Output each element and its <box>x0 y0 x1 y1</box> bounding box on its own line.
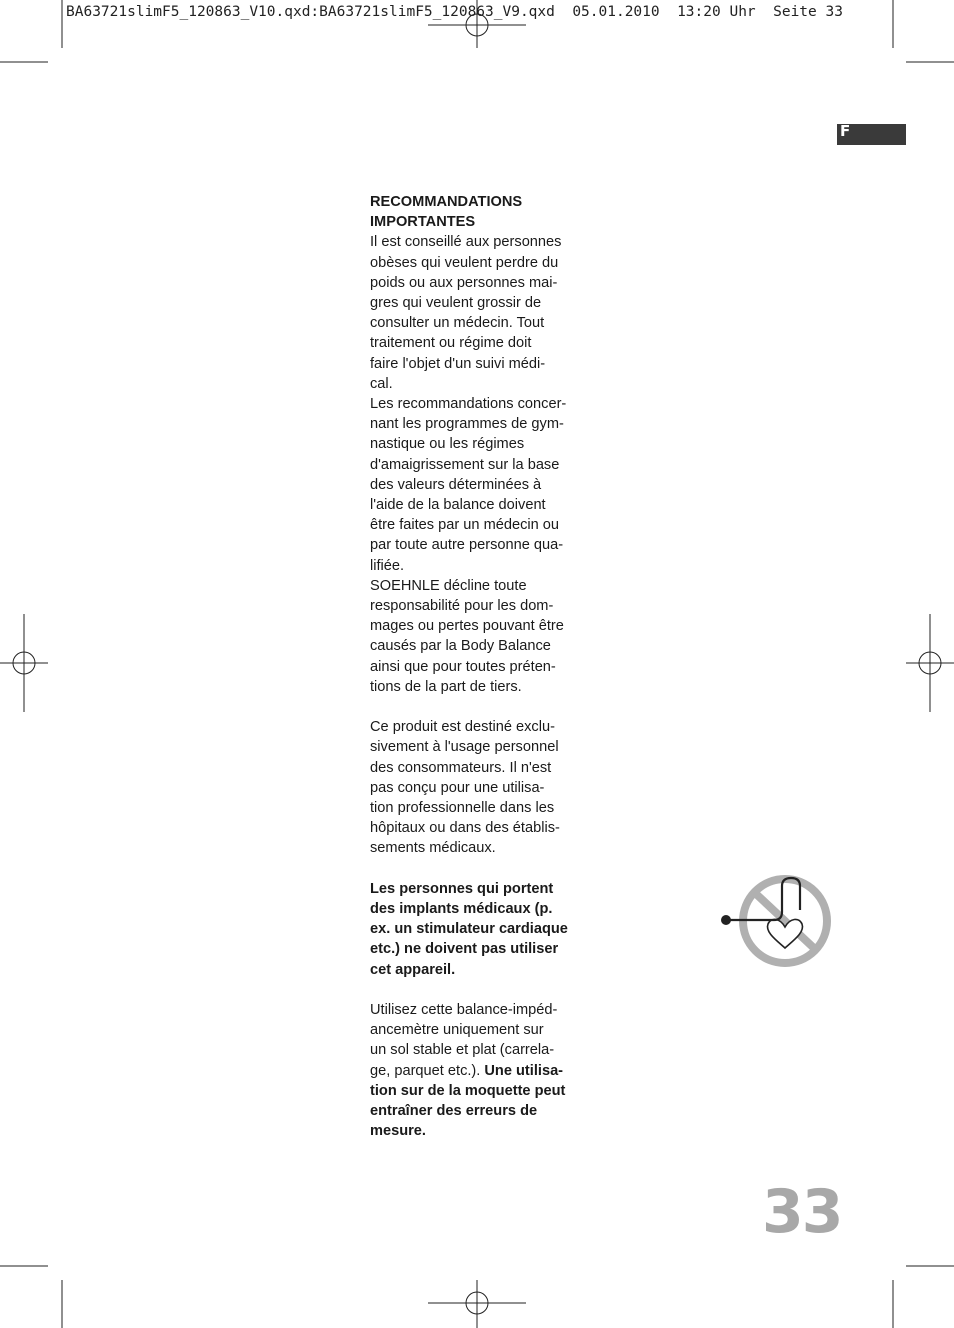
text-line: Ce produit est destiné exclu- <box>370 719 555 736</box>
warning-line: etc.) ne doivent pas utiliser <box>370 941 559 958</box>
text-line: hôpitaux ou dans des établis- <box>370 820 560 837</box>
paragraph-personal-use <box>370 717 590 858</box>
text-line: poids ou aux personnes mai- <box>370 274 558 291</box>
text-line: faire l'objet d'un suivi médi- <box>370 355 546 372</box>
text-line: Il est conseillé aux personnes <box>370 234 562 251</box>
no-pacemaker-icon <box>716 872 840 976</box>
text-line: nastique ou les régimes <box>370 436 525 453</box>
warning-line: Les personnes qui portent <box>370 880 554 897</box>
text-line: ainsi que pour toutes préten- <box>370 658 556 675</box>
heading-line: RECOMMANDATIONS <box>370 194 523 210</box>
text-line: d'amaigrissement sur la base <box>370 456 560 473</box>
text-line: être faites par un médecin ou <box>370 517 560 534</box>
slug-line: BA63721slimF5_120863_V10.qxd:BA63721slimF5_120863_V9.qxd 05.01.2010 13:20 Uhr Seite 33 <box>66 4 843 20</box>
paragraph-obesity <box>370 232 590 394</box>
main-text <box>370 192 590 1142</box>
text-line: cal. <box>370 375 393 392</box>
text-line: causés par la Body Balance <box>370 638 551 655</box>
text-line: sivement à l'usage personnel <box>370 739 559 756</box>
warning-implants <box>370 879 590 980</box>
language-tab: F <box>837 124 906 145</box>
bold-fragment: Une utilisa- <box>484 1062 564 1079</box>
text-line: par toute autre personne qua- <box>370 537 564 554</box>
text-line: Les recommandations concer- <box>370 396 567 413</box>
text-line: sements médicaux. <box>370 840 496 857</box>
text-line: nant les programmes de gym- <box>370 416 564 433</box>
text-line: obèses qui veulent perdre du <box>370 254 559 271</box>
paragraph-floor <box>370 1000 590 1141</box>
paragraph-liability <box>370 576 590 697</box>
text-line: gres qui veulent grossir de <box>370 295 542 312</box>
text-line: SOEHNLE décline toute <box>370 577 527 594</box>
text-line: l'aide de la balance doivent <box>370 497 546 514</box>
paragraph-recommendations <box>370 394 590 576</box>
text-line: mages ou pertes pouvant être <box>370 618 564 635</box>
warning-line: cet appareil. <box>370 961 456 978</box>
heading <box>370 192 590 232</box>
page-number: 33 <box>762 1177 842 1247</box>
bold-line: tion sur de la moquette peut <box>370 1082 566 1099</box>
spacer <box>370 697 590 717</box>
text-line: ancemètre uniquement sur <box>370 1022 544 1039</box>
warning-line: ex. un stimulateur cardiaque <box>370 921 568 938</box>
text-line: des consommateurs. Il n'est <box>370 759 552 776</box>
heading-line: IMPORTANTES <box>370 214 476 231</box>
bold-line: entraîner des erreurs de <box>370 1103 538 1120</box>
text-line: tion professionnelle dans les <box>370 800 555 817</box>
text-fragment: ge, parquet etc.). <box>370 1062 485 1079</box>
text-line: pas conçu pour une utilisa- <box>370 779 545 796</box>
warning-line: des implants médicaux (p. <box>370 901 553 918</box>
text-line: des valeurs déterminées à <box>370 476 542 493</box>
text-line: un sol stable et plat (carrela- <box>370 1042 555 1059</box>
spacer <box>370 859 590 879</box>
text-line: Utilisez cette balance-impéd- <box>370 1002 558 1019</box>
text-line: tions de la part de tiers. <box>370 678 522 695</box>
text-line: consulter un médecin. Tout <box>370 315 545 332</box>
text-line: lifiée. <box>370 557 405 574</box>
bold-line: mesure. <box>370 1123 426 1140</box>
mixed-line <box>370 1061 590 1081</box>
text-line: responsabilité pour les dom- <box>370 598 554 615</box>
text-line: traitement ou régime doit <box>370 335 532 352</box>
spacer <box>370 980 590 1000</box>
